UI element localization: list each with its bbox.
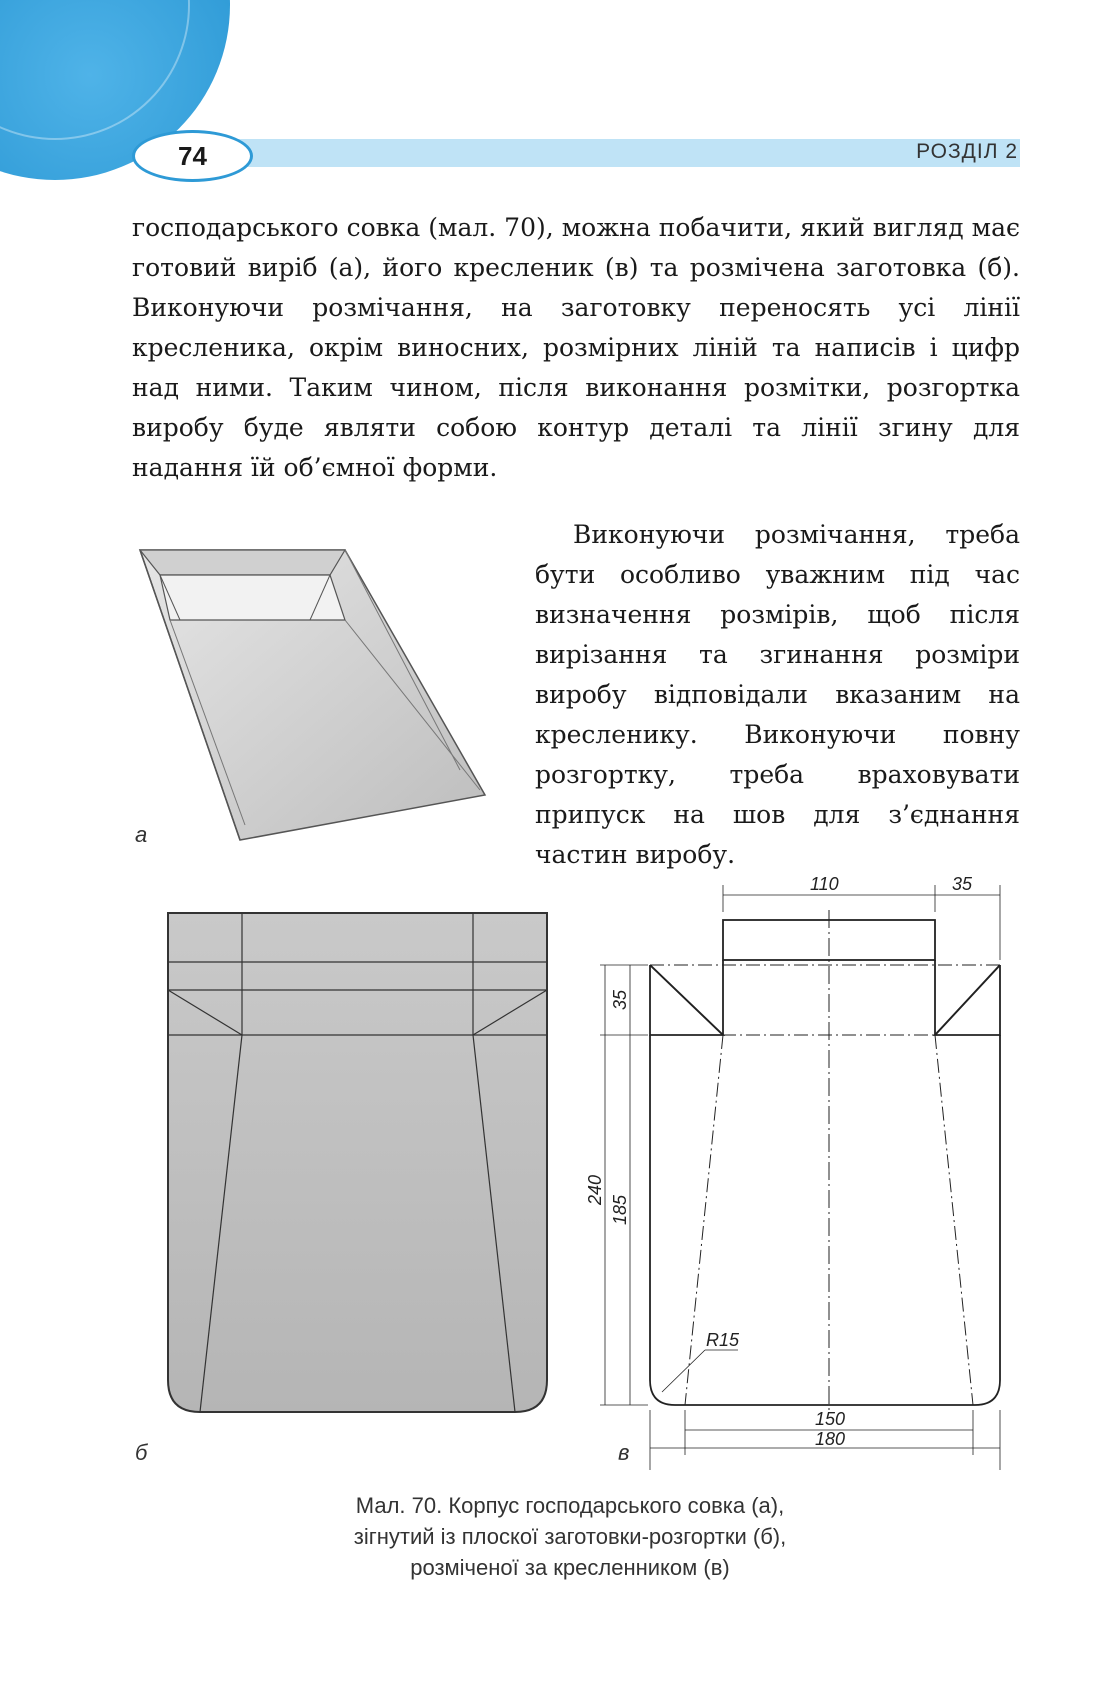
figure-b-flat-blank	[165, 910, 550, 1415]
dim-35-side: 35	[952, 874, 973, 894]
section-label: РОЗДІЛ 2	[916, 140, 1018, 163]
dim-r15: R15	[706, 1330, 740, 1350]
caption-line-1: Мал. 70. Корпус господарського совка (а),	[355, 1493, 785, 1518]
page-number: 74	[132, 130, 253, 182]
figure-a-scoop-3d	[130, 540, 510, 850]
dim-110: 110	[810, 874, 839, 894]
dim-180: 180	[815, 1429, 846, 1449]
figure-a-label: а	[135, 822, 148, 847]
dim-185: 185	[610, 1194, 630, 1225]
dim-240: 240	[585, 1174, 605, 1205]
paragraph-2: Виконуючи розмічання, треба бути особливо уважним під час визначення розмірів, щоб після вирізання та згинання розміри виробу відповідали вказаним на кресленику. Виконуючи повну розгортку, треба враховувати припуск на шов для з’єднання частин виробу.	[535, 520, 1020, 869]
figure-v-label: в	[618, 1440, 630, 1465]
header-bar	[150, 139, 1020, 167]
figure-caption	[200, 1490, 940, 1583]
dim-150: 150	[815, 1409, 846, 1429]
figure-b-label: б	[135, 1440, 148, 1465]
dim-35-flap: 35	[610, 989, 630, 1010]
caption-line-3: розміченої за кресленником (в)	[410, 1555, 730, 1580]
figure-v-drawing	[585, 870, 1020, 1450]
caption-line-2: зігнутий із плоскої заготовки-розгортки (б),	[353, 1524, 787, 1549]
paragraph-1: господарського совка (мал. 70), можна побачити, який вигляд має готовий виріб (а), його кресленик (в) та розмічена заготовка (б). Виконуючи розмічання, на заготовку переносять усі лінії кресленика, окрім виносних, розмірних ліній та написів і цифр над ними. Таким чином, після виконання розмітки, розгортка виробу буде являти собою контур деталі та лінії згину для надання їй об’ємної форми.	[132, 213, 1020, 482]
